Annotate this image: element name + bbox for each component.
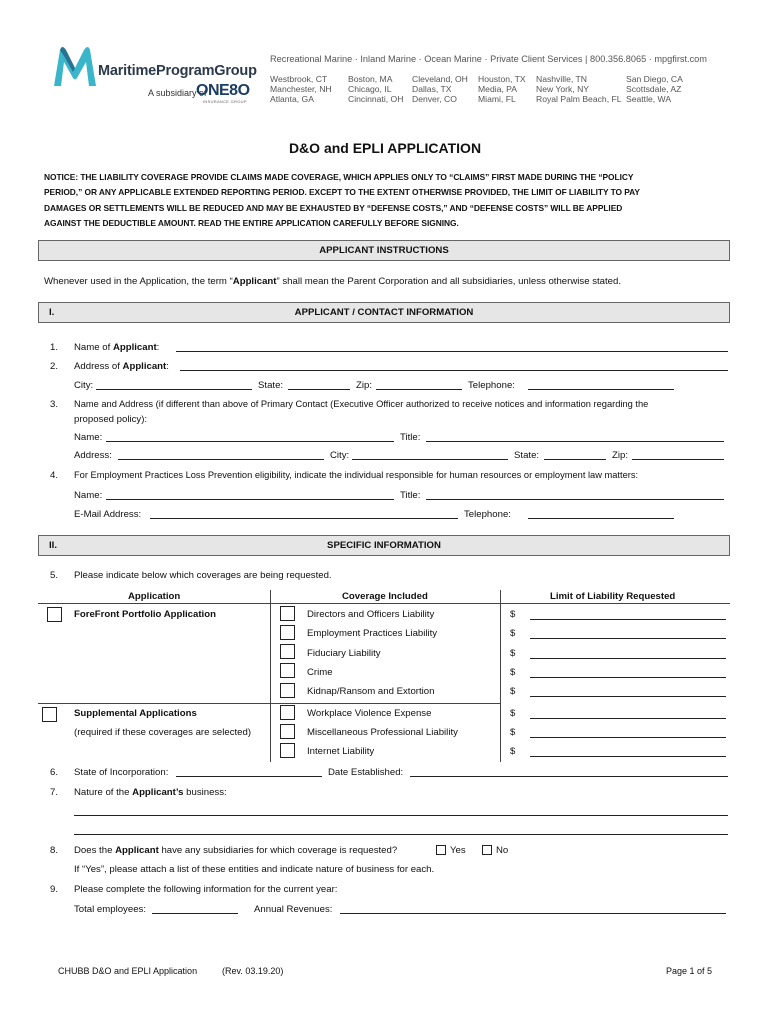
section-2-header-bar: II. SPECIFIC INFORMATION (38, 535, 730, 556)
coverage-label: Employment Practices Liability (307, 628, 438, 639)
coverage-checkbox-employment-practices[interactable] (280, 625, 295, 640)
applicant-address-field[interactable] (180, 370, 728, 371)
state-incorporation-label: State of Incorporation: (74, 767, 169, 778)
forefront-label: ForeFront Portfolio Application (74, 609, 216, 620)
question-number: 9. (50, 884, 59, 895)
telephone-field[interactable] (528, 389, 674, 390)
hr-email-label: E-Mail Address: (74, 509, 142, 520)
limit-field[interactable] (530, 696, 726, 697)
contact-city-label: City: (330, 450, 350, 461)
instructions-header-bar (38, 240, 730, 261)
column-header-coverage: Coverage Included (342, 591, 428, 602)
column-header-limit: Limit of Liability Requested (550, 591, 676, 602)
currency-symbol: $ (510, 628, 516, 639)
nature-business-field[interactable] (74, 834, 728, 835)
coverage-label: Miscellaneous Professional Liability (307, 727, 458, 738)
section-2-heading: SPECIFIC INFORMATION (327, 540, 441, 551)
annual-revenues-field[interactable] (340, 913, 726, 914)
hr-name-field[interactable] (106, 499, 394, 500)
contact-address-field[interactable] (118, 459, 324, 460)
table-column-divider (270, 590, 271, 762)
zip-label: Zip: (356, 380, 372, 391)
contact-address-label: Address: (74, 450, 112, 461)
limit-field[interactable] (530, 756, 726, 757)
annual-revenues-label: Annual Revenues: (254, 904, 333, 915)
brand-name: MaritimeProgramGroup (98, 63, 257, 79)
notice: NOTICE: THE LIABILITY COVERAGE PROVIDE CLAIMS MADE COVERAGE, WHICH APPLIES ONLY TO “CLAIMS” FIRST MADE DURING THE “POLICY PERIOD,” OR ANY APPLICABLE EXTENDED REPORTING PERIOD. EXCEPT TO THE EXTENT OTHERWISE PROVIDED, THE LIMIT OF LIABILITY TO PAY DAMAGES OR SETTLEMENTS WILL BE REDUCED AND MAY BE EXHAUSTED BY “DEFENSE COSTS,” AND “DEFENSE COSTS” WILL BE APPLIED AGAINST THE DEDUCTIBLE AMOUNT. READ THE ENTIRE APPLICATION CAREFULLY BEFORE SIGNING. (44, 172, 640, 229)
city-field[interactable] (96, 389, 252, 390)
table-rule (38, 603, 730, 604)
yes-label: Yes (450, 845, 466, 856)
q5-text: Please indicate below which coverages are being requested. (74, 570, 332, 581)
total-employees-label: Total employees: (74, 904, 146, 915)
coverage-checkbox-internet[interactable] (280, 743, 295, 758)
state-field[interactable] (288, 389, 350, 390)
q3-text-cont: proposed policy): (74, 414, 148, 425)
coverage-checkbox-directors-officers[interactable] (280, 606, 295, 621)
instructions-text: Whenever used in the Application, the term “Applicant” shall mean the Parent Corporation and all subsidiaries, unless otherwise stated. (44, 276, 621, 287)
date-established-label: Date Established: (328, 767, 404, 778)
coverage-label: Directors and Officers Liability (307, 609, 435, 620)
question-number: 5. (50, 570, 59, 581)
question-number: 4. (50, 470, 59, 481)
state-incorporation-field[interactable] (176, 776, 322, 777)
hr-telephone-field[interactable] (528, 518, 674, 519)
nature-business-label: Nature of the Applicant’s business: (74, 787, 227, 798)
contact-title-field[interactable] (426, 441, 724, 442)
hr-title-label: Title: (400, 490, 421, 501)
question-number: 7. (50, 787, 59, 798)
coverage-checkbox-crime[interactable] (280, 663, 295, 678)
coverage-label: Workplace Violence Expense (307, 708, 432, 719)
supplemental-label: Supplemental Applications (74, 708, 197, 719)
table-column-divider (500, 590, 501, 762)
footer-revision: (Rev. 03.19.20) (222, 966, 284, 976)
limit-field[interactable] (530, 619, 726, 620)
location-column: San Diego, CA Scottsdale, AZ Seattle, WA (626, 74, 683, 104)
coverage-checkbox-fiduciary[interactable] (280, 644, 295, 659)
location-column: Boston, MA Chicago, IL Cincinnati, OH (348, 74, 404, 104)
question-number: 2. (50, 361, 59, 372)
section-1-header-bar: I. APPLICANT / CONTACT INFORMATION (38, 302, 730, 323)
document-title: D&O and EPLI APPLICATION (288, 140, 482, 156)
contact-state-field[interactable] (544, 459, 606, 460)
question-number: 6. (50, 767, 59, 778)
date-established-field[interactable] (410, 776, 728, 777)
q2-label: Address of Applicant: (74, 361, 169, 372)
location-column: Houston, TX Media, PA Miami, FL (478, 74, 526, 104)
maritime-logo-icon (52, 44, 98, 88)
location-column: Nashville, TN New York, NY Royal Palm Beach, FL (536, 74, 622, 104)
subsidiary-logo-small: INSURANCE GROUP (203, 99, 247, 104)
coverage-checkbox-workplace-violence[interactable] (280, 705, 295, 720)
hr-name-label: Name: (74, 490, 103, 501)
currency-symbol: $ (510, 746, 516, 757)
coverage-label: Kidnap/Ransom and Extortion (307, 686, 435, 697)
supplemental-note: (required if these coverages are selected) (74, 727, 252, 738)
instructions-heading: APPLICANT INSTRUCTIONS (319, 245, 449, 256)
currency-symbol: $ (510, 609, 516, 620)
coverage-label: Internet Liability (307, 746, 375, 757)
footer-page-number: Page 1 of 5 (666, 966, 713, 976)
supplemental-checkbox[interactable] (42, 707, 57, 722)
subsidiary-logo: ONE8O (196, 82, 250, 99)
current-year-text: Please complete the following information for the current year: (74, 884, 338, 895)
telephone-label: Telephone: (468, 380, 515, 391)
coverage-label: Fiduciary Liability (307, 648, 381, 659)
contact-zip-field[interactable] (632, 459, 724, 460)
question-number: 1. (50, 342, 59, 353)
contact-state-label: State: (514, 450, 540, 461)
forefront-checkbox[interactable] (47, 607, 62, 622)
limit-field[interactable] (530, 677, 726, 678)
question-number: 3. (50, 399, 59, 410)
coverage-checkbox-kidnap-ransom[interactable] (280, 683, 295, 698)
footer-form-name: CHUBB D&O and EPLI Application (58, 966, 198, 976)
currency-symbol: $ (510, 727, 516, 738)
city-label: City: (74, 380, 94, 391)
coverage-checkbox-misc-professional[interactable] (280, 724, 295, 739)
column-header-application: Application (128, 591, 181, 602)
section-1-heading: APPLICANT / CONTACT INFORMATION (294, 307, 474, 318)
subsidiaries-followup: If “Yes”, please attach a list of these entities and indicate nature of business for each. (74, 864, 435, 875)
currency-symbol: $ (510, 667, 516, 678)
limit-field[interactable] (530, 638, 726, 639)
limit-field[interactable] (530, 718, 726, 719)
zip-field[interactable] (376, 389, 462, 390)
limit-field[interactable] (530, 737, 726, 738)
applicant-name-field[interactable] (176, 351, 728, 352)
currency-symbol: $ (510, 648, 516, 659)
limit-field[interactable] (530, 658, 726, 659)
contact-name-field[interactable] (106, 441, 394, 442)
q3-text: Name and Address (if different than above of Primary Contact (Executive Officer authorized to receive notices and information regarding the (74, 399, 649, 409)
location-column: Cleveland, OH Dallas, TX Denver, CO (412, 74, 468, 104)
hr-email-field[interactable] (150, 518, 458, 519)
contact-name-label: Name: (74, 432, 103, 443)
subsidiaries-question: Does the Applicant have any subsidiaries for which coverage is requested? (74, 845, 398, 856)
location-column: Westbrook, CT Manchester, NH Atlanta, GA (270, 74, 332, 104)
state-label: State: (258, 380, 284, 391)
table-rule (38, 703, 500, 704)
q1-label: Name of Applicant: (74, 342, 160, 353)
currency-symbol: $ (510, 686, 516, 697)
contact-zip-label: Zip: (612, 450, 628, 461)
subsidiaries-no-checkbox[interactable] (482, 845, 492, 855)
total-employees-field[interactable] (152, 913, 238, 914)
q4-text: For Employment Practices Loss Prevention eligibility, indicate the individual responsible for human resources or employment law matters: (74, 470, 639, 480)
coverage-label: Crime (307, 667, 333, 678)
subsidiaries-yes-checkbox[interactable] (436, 845, 446, 855)
currency-symbol: $ (510, 708, 516, 719)
hr-title-field[interactable] (426, 499, 724, 500)
header-tagline: Recreational Marine · Inland Marine · Ocean Marine · Private Client Services | 800.356.8065 · mpgfirst.com (270, 54, 707, 64)
nature-business-field[interactable] (74, 815, 728, 816)
question-number: 8. (50, 845, 59, 856)
hr-telephone-label: Telephone: (464, 509, 511, 520)
contact-title-label: Title: (400, 432, 421, 443)
contact-city-field[interactable] (352, 459, 508, 460)
subsidiary-prefix: A subsidiary of (148, 88, 207, 98)
no-label: No (496, 845, 509, 856)
